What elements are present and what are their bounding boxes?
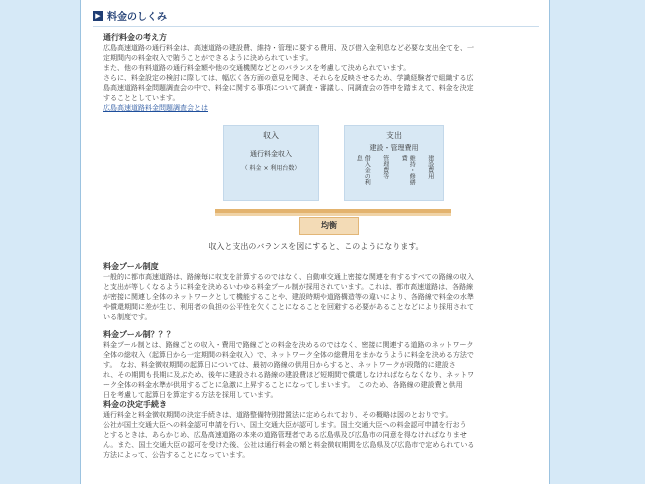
income-line2: （ 料金 × 利用台数） — [241, 165, 301, 172]
expense-item: 維持・修繕費 — [400, 155, 416, 185]
intro-heading: 通行料金の考え方 — [103, 33, 167, 42]
balance-diagram — [93, 117, 539, 235]
intro-line: することとしています。 — [103, 94, 180, 102]
section-title: 料金のしくみ — [107, 12, 167, 23]
balance-label: 均衡 — [299, 217, 359, 235]
intro-line: 島高速道路料金問題調査会の中で、料金に関する事項について調査・審議し、同調査会の答申を踏まえて、料金を決定 — [103, 84, 474, 92]
decision-line: 方法によって、公告することになっています。 — [103, 451, 250, 459]
pool-heading: 料金プール制度 — [103, 262, 159, 271]
intro-line: また、他の有料道路の通行料金額や他の交通機関などとのバランスを考慮して決められています。 — [103, 64, 411, 72]
income-box — [223, 125, 319, 201]
expense-line1: 建設・管理費用 — [369, 144, 419, 152]
decision-line: 公社が国土交通大臣への料金認可申請を行い、国土交通大臣が認可します。国土交通大臣への料金認可申請を行おう — [103, 421, 467, 429]
decision-line: とするときは、あらかじめ、広島高速道路の本来の道路管理者である広島県及び広島市の同意を得なければなりませ — [103, 431, 467, 439]
expense-box — [344, 125, 444, 201]
balance-beam-shadow — [215, 213, 451, 216]
pool2-line: す。 なお、料金徴収期間の起算日については、最初の路線の供用日からすると、ネットワークが段階的に建設さ — [103, 361, 456, 369]
expense-item: 建設費用 — [426, 155, 434, 179]
pool2-heading: 料金プール制？？？ — [103, 330, 175, 339]
pool-line: が密接に関連し全体のネットワークとして機能することや、建設時期や道路構造等の違いにより、各路線で料金の水準 — [103, 293, 474, 301]
arrow-right-icon: ▶ — [93, 11, 103, 21]
pool-line: と支出が等しくなるように料金を決めるいわゆる料金プール制が採用されています。これは、都市高速道路は、各路線 — [103, 283, 474, 291]
section-header — [93, 8, 539, 27]
decision-line: 通行料金と料金徴収期間の決定手続きは、道路整備特別措置法に定められており、その概略は図のとおりです。 — [103, 411, 453, 419]
expense-item: 管理費等 — [381, 155, 389, 179]
intro-line: 広島高速道路の通行料金は、高速道路の建設費、維持・管理に要する費用、及び借入金利息など必要な支出全てを、一 — [103, 44, 474, 52]
income-title: 収入 — [263, 131, 279, 140]
pool-line: 一般的に都市高速道路は、路線毎に収支を計算するのではなく、自動車交通上密接な関連を有するすべての路線の収入 — [103, 273, 474, 281]
decision-line: ん。また、国土交通大臣の認可を受けた後、公社は通行料金の額と料金徴収期間を広島県及び広島市で定められている — [103, 441, 475, 449]
pool2-line: 料金プール制とは、路線ごとの収入・費用で路線ごとの料金を決めるのではなく、密接に関連する道路のネットワーク — [103, 341, 474, 349]
content-panel — [80, 0, 550, 484]
decision-heading: 料金の決定手続き — [103, 400, 167, 409]
pool2-line: 日を考慮して起算日を算定する方法を採用しています。 — [103, 391, 278, 399]
pool-line: いる制度です。 — [103, 313, 152, 321]
pool2-line: れ、その期間も長期に及ぶため、後年に建設される路線の建設費ほど短期間で償還しなければならなくなり、ネットワ — [103, 371, 475, 379]
pool2-line: ーク全体の料金水準が供用するごとに急激に上昇することになってしまいます。 このため、各路線の建設費と供用 — [103, 381, 463, 389]
intro-line: さらに、料金設定の検討に際しては、幅広く各方面の意見を聞き、それらを反映させるため、学識経験者で組織する広 — [103, 74, 474, 82]
fee-committee-link[interactable]: 広島高速道路料金問題調査会とは — [103, 104, 208, 112]
expense-item: 借入金の利息 — [355, 155, 371, 185]
income-line1: 通行料金収入 — [250, 150, 292, 158]
intro-line: 定期間内の料金収入で賄うことができるように決められています。 — [103, 54, 313, 62]
pool-line: や償還期間に差が生じ、利用者の負担の公平性を欠くことになることを回避する必要があることなどにより採用されて — [103, 303, 474, 311]
expense-title: 支出 — [386, 131, 402, 140]
diagram-caption: 収入と支出のバランスを図にすると、このようになります。 — [208, 242, 424, 251]
pool2-line: 全体の総収入（起算日から一定期間の料金収入）で、ネットワーク全体の総費用をまかなうように料金を決める方法で — [103, 351, 474, 359]
